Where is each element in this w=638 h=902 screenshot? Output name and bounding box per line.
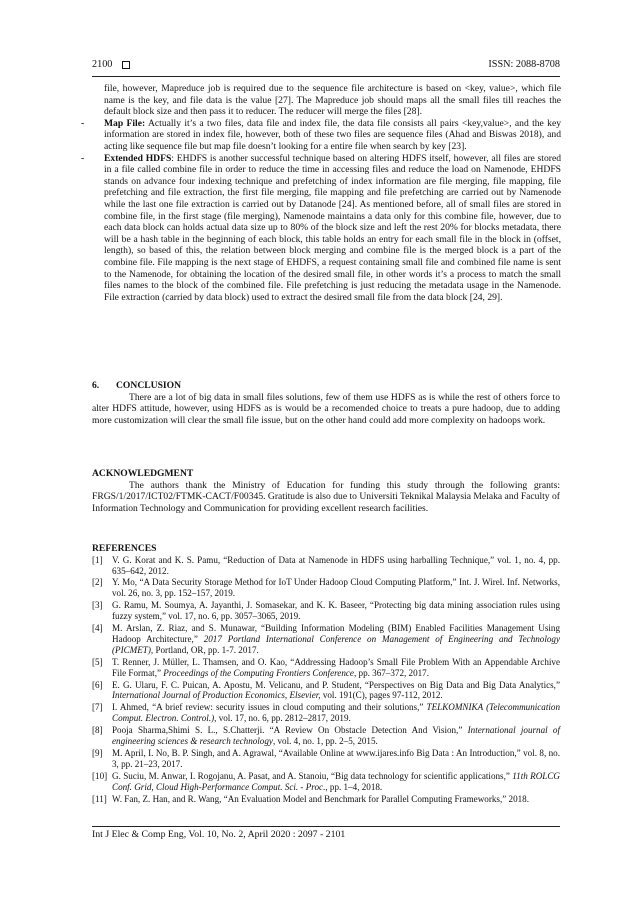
reference-text: Y. Mo, “A Data Security Storage Method for IoT Under Hadoop Cloud Computing Platform,” Int. J. Wirel. Inf. Networks, vol. 26, no. 3, pp. 152–157, 2019. (112, 577, 560, 599)
reference-number: [3] (92, 600, 103, 611)
reference-text: M. Arslan, Z. Riaz, and S. Munawar, “Building Information Modeling (BIM) Enabled Facilities Management Using Hadoop Architecture,” (112, 623, 560, 644)
reference-number: [11] (92, 793, 107, 804)
reference-item (92, 657, 560, 679)
bullet-text: Actually it’s a two files, data file and index file, the data file consists all pairs <key,value>, and the key information are stored in index file, however, both of these two files are sequence files (Ahad and Biswas 2018), and acting like sequence file but map file doesn’t looking for a entire file when search by key [23]. (104, 117, 561, 152)
reference-venue: Proceedings of the Computing Frontiers Conference, (163, 667, 357, 678)
bullet-map-file (79, 118, 561, 153)
reference-details: , vol. 4, no. 1, pp. 2–5, 2015. (272, 736, 378, 747)
reference-text: T. Renner, J. Müller, L. Thamsen, and O. Kao, “Addressing Hadoop’s Small File Problem With an Appendable Archive File Format,” (112, 656, 560, 678)
header-divider (92, 76, 560, 77)
reference-item (92, 771, 560, 793)
intro-paragraph: file, however, Mapreduce job is required due to the sequence file architecture is based on <key, value>, which file name is the key, and file data is the value [27]. The Mapreduce job should maps all the small files till reaches the default block size and then pass it to reducer. The reducer will merge the files [28]. (104, 83, 561, 118)
reference-number: [7] (92, 702, 103, 713)
reference-list (92, 555, 560, 805)
reference-item (92, 725, 560, 747)
body-text (79, 83, 561, 303)
reference-venue: 11th ROLCG Conf. Grid, Cloud High-Performance Comput. Sci. - Proc. (112, 770, 560, 792)
reference-item (92, 555, 560, 577)
section-title: ACKNOWLEDGMENT (92, 468, 194, 479)
reference-text: M. April, I. No, B. P. Singh, and A. Agrawal, “Available Online at www.ijares.info Big Data : An Introduction,” vol. 8, no. 3, pp. 21–23, 2017. (112, 748, 560, 769)
reference-number: [1] (92, 554, 103, 565)
conclusion-paragraph: There are a lot of big data in small files solutions, few of them use HDFS as is while the rest of others force to alter HDFS attitude, however, using HDFS as is would be a recomended choice to treats a pure hadoop, due to adding more customization will clear the small file issue, but on the other hand could add more complexity on hadoops work. (92, 391, 560, 426)
reference-item (92, 794, 560, 805)
reference-text: Pooja Sharma,Shimi S. L., S.Chatterji. “A Review On Obstacle Detection And Vision,” (112, 725, 468, 736)
bullet-dash: - (81, 117, 85, 129)
reference-text: W. Fan, Z. Han, and R. Wang, “An Evaluation Model and Benchmark for Parallel Computing Frameworks,” 2018. (112, 793, 529, 804)
section-title: REFERENCES (92, 543, 157, 554)
reference-text: G. Ramu, M. Soumya, A. Jayanthi, J. Somasekar, and K. K. Baseer, “Protecting big data mining association rules using fuzzy system,” vol. 17, no. 6, pp. 3057–3065, 2019. (112, 600, 560, 622)
reference-number: [9] (92, 748, 103, 758)
section-title: CONCLUSION (116, 380, 182, 391)
reference-text: E. G. Ularu, F. C. Puican, A. Apostu, M. Velicanu, and P. Student, “Perspectives on Big Data and Big Data Analytics,” (112, 679, 560, 690)
reference-number: [2] (92, 577, 103, 588)
reference-venue: International Journal of Production Economics, Elsevier, (112, 690, 321, 701)
bullet-term: Extended HDFS (104, 152, 172, 164)
reference-item (92, 702, 560, 724)
bullet-text: : EHDFS is another successful technique based on altering HDFS itself, however, all files are stored in a file called combine file in order to reduce the time in accessing files and reduce the load on Namenode, EHDFS stands on advance four indexing technique and prefetching of index information are file merging, file mapping, file prefetching and file extraction, the first file merging, file mapping and file prefetching are carried out by Namenode while the last one file extraction is carried out by Datanode [24]. As mentioned before, all of small files are stored in combine file, in the first stage (file merging), Namenode maintains a data only for this combine file, however, due to each data block can holds actual data size up to 80% of the block size and left the rest 20% for blocks metadata, there will be a hash table in the beginning of each block, this table holds an entry for each small file in the block in (offset, length), so based of this, the relation between block merging and combine file is the merged block is a part of the combine file. File mapping is the next stage of EHDFS, a request containing small file and combined file name is sent to the Namenode, for obtaining the location of the desired small file, in other words it’s a process to match the small files names to the block of the combined file. File prefetching is just reducing the metadata usage in the Namenode. File extraction (carried by data block) used to extract the desired small file from the data block [24, 29]. (104, 152, 561, 303)
running-header (92, 59, 560, 73)
reference-number: [5] (92, 656, 103, 667)
page-number: 2100 (92, 59, 113, 70)
reference-item (92, 748, 560, 770)
references-section (92, 543, 560, 805)
reference-number: [4] (92, 623, 103, 634)
bullet-dash: - (81, 152, 85, 164)
reference-item (92, 680, 560, 702)
running-footer: Int J Elec & Comp Eng, Vol. 10, No. 2, April 2020 : 2097 - 2101 (92, 829, 346, 840)
reference-details: , pp. 1–4, 2018. (325, 781, 383, 792)
reference-item (92, 600, 560, 622)
reference-text: V. G. Korat and K. S. Pamu, “Reduction of Data at Namenode in HDFS using harballing Technique,” vol. 1, no. 4, pp. 635–642, 2012. (112, 554, 560, 576)
reference-text: G. Suciu, M. Anwar, I. Rogojanu, A. Pasat, and A. Stanoiu, “Big data technology for scientific applications,” (112, 770, 513, 781)
reference-venue: International journal of engineering sciences & research technology (112, 725, 561, 747)
section-heading (92, 380, 560, 392)
issn-label: ISSN: 2088-8708 (488, 59, 560, 70)
reference-item (92, 577, 560, 599)
bullet-term: Map File: (104, 117, 146, 129)
reference-number: [6] (92, 679, 103, 690)
acknowledgment-section (92, 468, 560, 514)
reference-item (92, 623, 560, 656)
section-number: 6. (92, 380, 100, 391)
reference-number: [10] (92, 770, 108, 781)
reference-details: vol. 191(C), pages 97-112, 2012. (320, 690, 443, 701)
reference-details: , Portland, OR, pp. 1-7. 2017. (150, 644, 259, 655)
acknowledgment-paragraph: The authors thank the Ministry of Education for funding this study through the following grants: FRGS/1/2017/ICT02/FTMK-CACT/F00345. Gratitude is also due to Universiti Teknikal Malaysia Melaka and Faculty of Information Technology and Communication for providing excellent research facilities. (92, 479, 560, 514)
reference-details: , vol. 17, no. 6, pp. 2812–2817, 2019. (214, 713, 351, 724)
bullet-extended-hdfs (79, 153, 561, 304)
reference-number: [8] (92, 725, 103, 736)
reference-details: pp. 367–372, 2017. (356, 667, 429, 678)
footer-divider (92, 826, 560, 827)
square-icon (122, 61, 130, 69)
reference-venue: 2017 Portland International Conference on Management of Engineering and Technology (PICMET) (112, 633, 560, 655)
reference-venue: TELKOMNIKA (Telecommunication Comput. Electron. Control.) (112, 702, 560, 724)
reference-text: I. Ahmed, “A brief review: security issues in cloud computing and their solutions,” (112, 702, 427, 713)
conclusion-section (92, 380, 560, 426)
